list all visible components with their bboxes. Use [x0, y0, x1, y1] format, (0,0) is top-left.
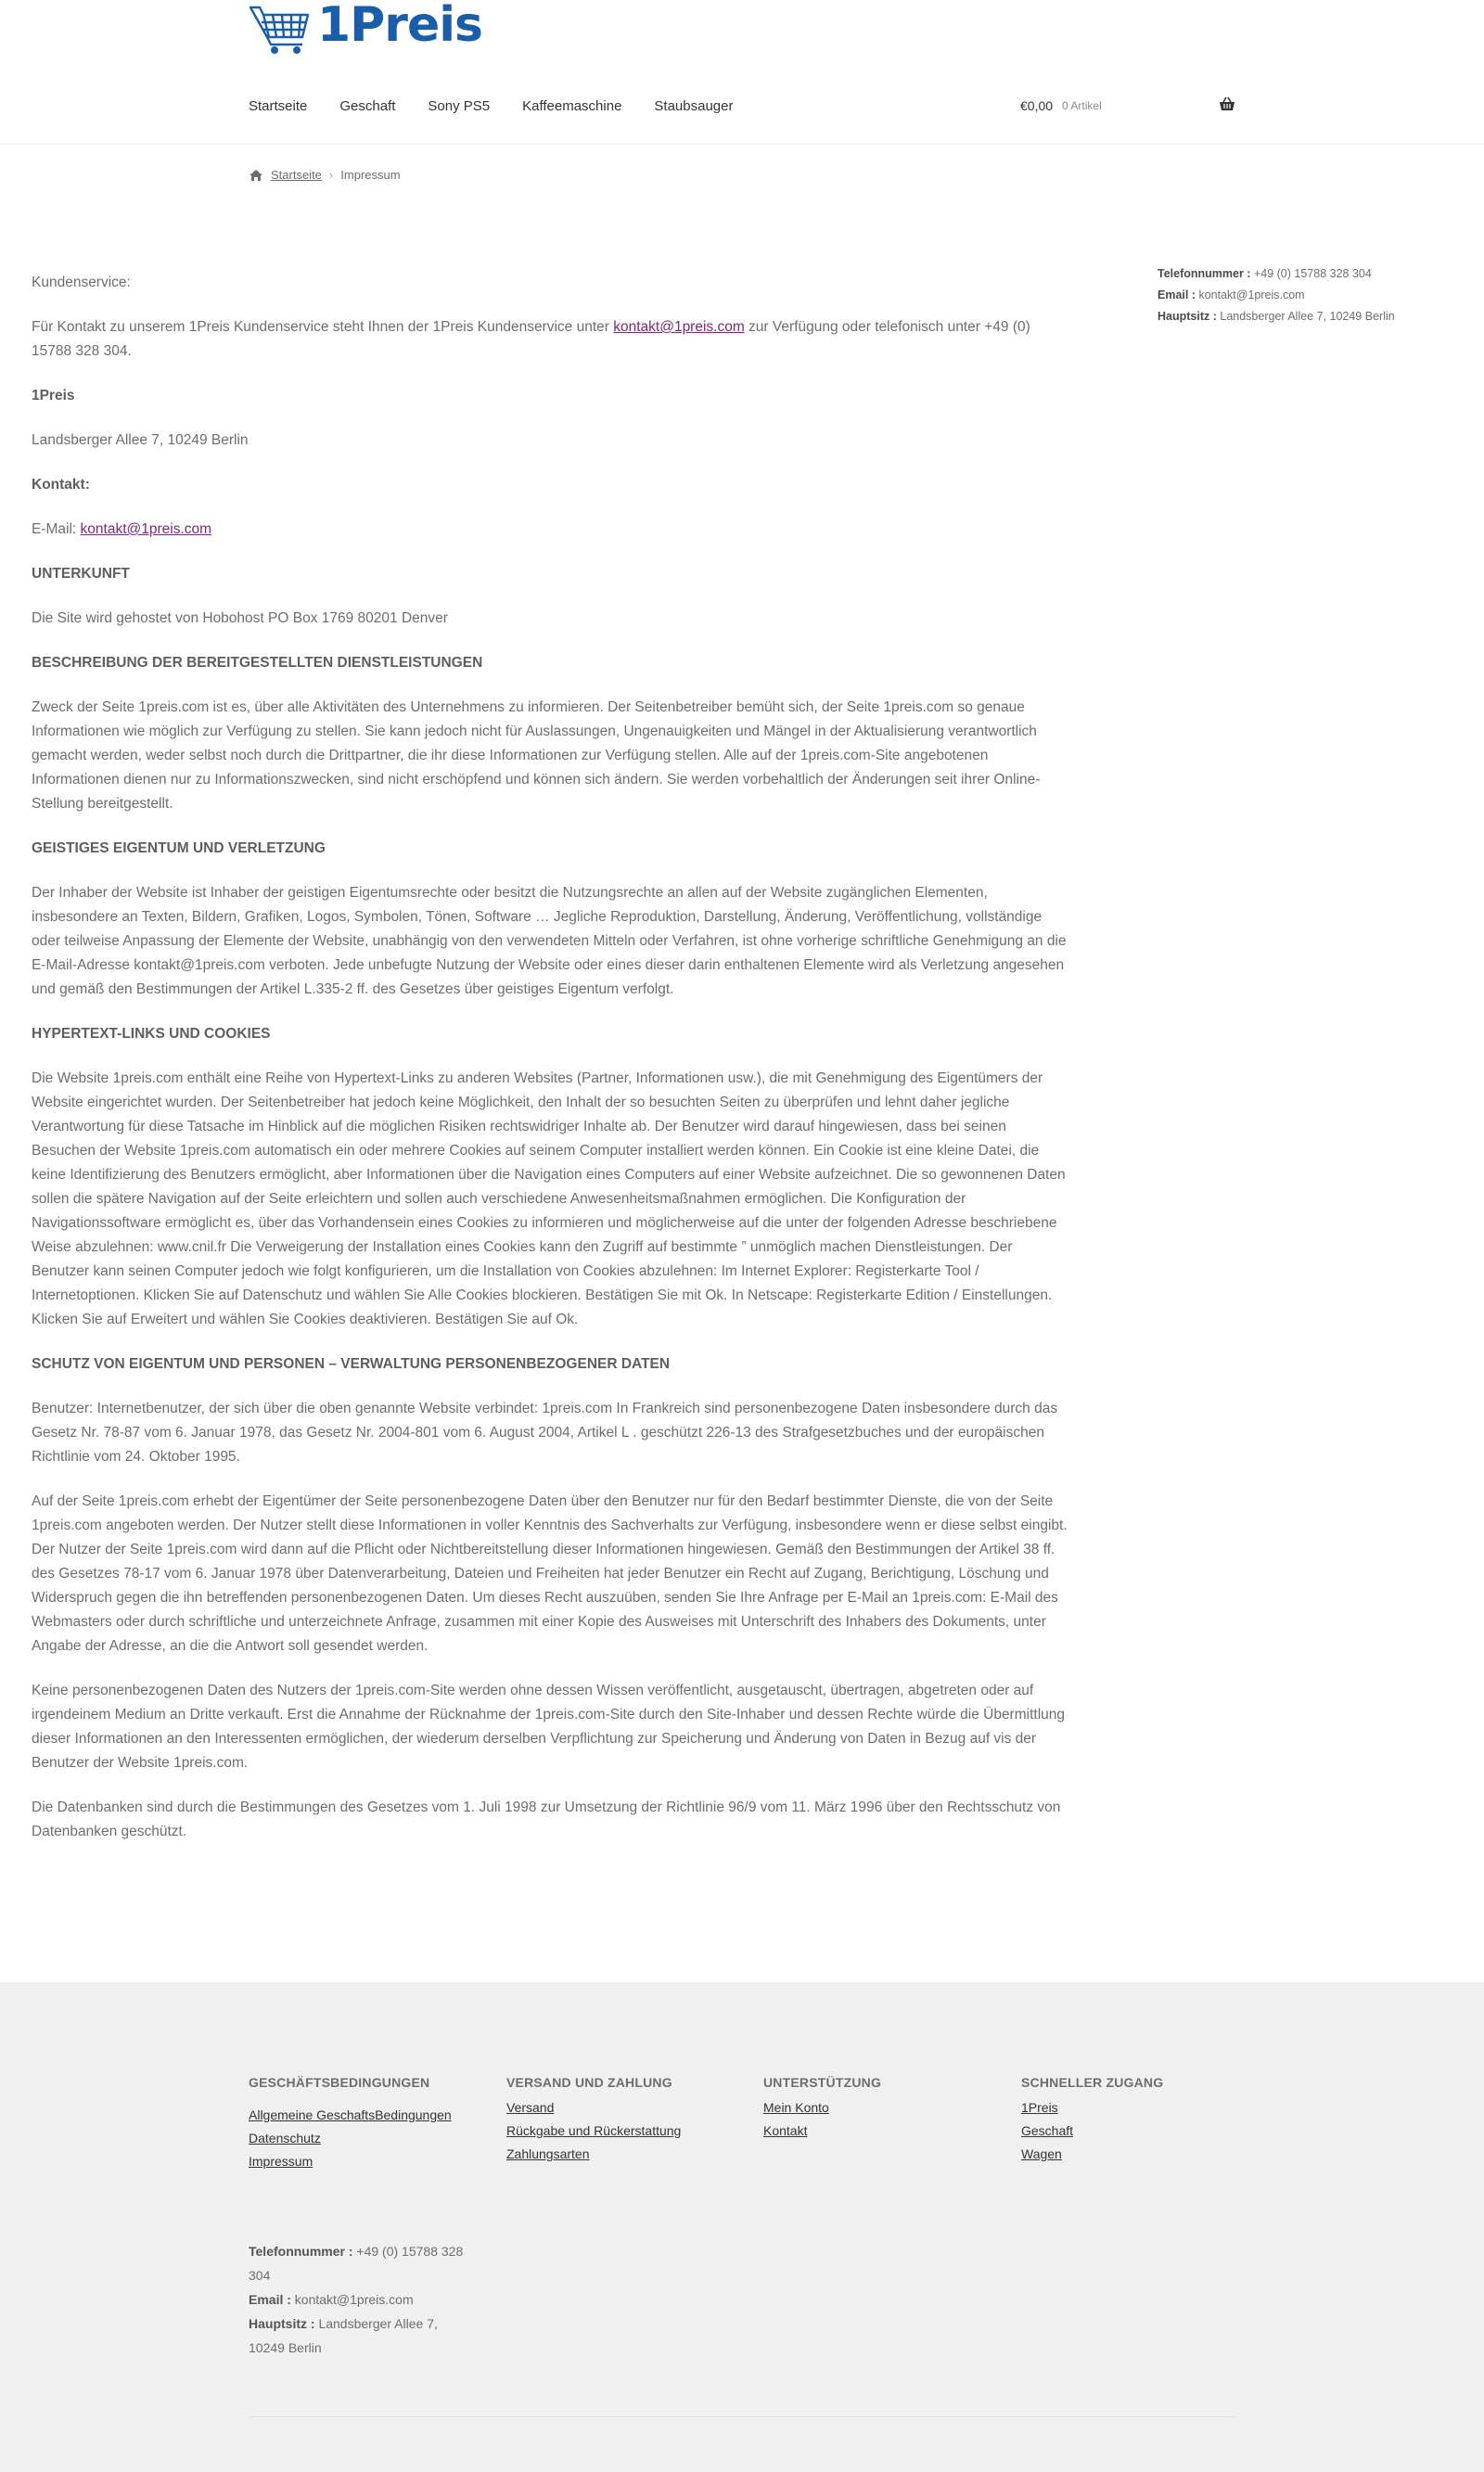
- sidebar-phone: [1158, 263, 1436, 285]
- footer-email: [249, 2287, 471, 2312]
- heading-links-cookies: HYPERTEXT-LINKS UND COOKIES: [32, 1026, 271, 1042]
- footer-phone: [249, 2239, 471, 2287]
- main-navigation: [249, 98, 766, 114]
- company-name: 1Preis: [32, 388, 75, 403]
- breadcrumb-current: Impressum: [340, 168, 401, 182]
- heading-datenschutz: SCHUTZ VON EIGENTUM UND PERSONEN – VERWALTUNG PERSONENBEZOGENER DATEN: [32, 1356, 671, 1372]
- nav-item-geschaft[interactable]: Geschaft: [339, 98, 396, 114]
- intro-text-start: Für Kontakt zu unserem 1Preis Kundenservice steht Ihnen der 1Preis Kundenservice unter: [32, 319, 614, 335]
- intro-text-end: zur Verfügung oder telefonisch unter +49 (0) 15788 328 304.: [32, 319, 1030, 359]
- paragraph-links-cookies: Die Website 1preis.com enthält eine Reihe von Hypertext-Links zu anderen Websites (Partner, Informationen usw.), die mit Genehmigung des Eigentümers der Website eingerichtet wurden. Der Seitenbetreiber hat jedoch keine Möglichkeit, den Inhalt der so besuchten Seiten zu überprüfen und lehnt daher jegliche Verantwortung für diese Tatsache im Hinblick auf die möglichen Risiken rechtswidriger Inhalte ab. Der Benutzer wird darauf hingewiesen, dass bei seinen Besuchen der Website 1preis.com automatisch ein oder mehrere Cookies auf seinem Computer installiert werden können. Ein Cookie ist eine kleine Datei, die keine Identifizierung des Benutzers ermöglicht, aber Informationen über die Navigation eines Computers auf einer Website aufzeichnet. Die so gewonnenen Daten sollen die spätere Navigation auf der Seite erleichtern und sollen auch verschiedene Anwesenheitsmaßnahmen ermöglichen. Die Konfiguration der Navigationssoftware ermöglicht es, über das Vorhandensein eines Cookies zu informieren und möglicherweise auf die unter der folgenden Adresse beschriebene Weise abzulehnen: www.cnil.fr Die Verweigerung der Installation eines Cookies kann den Zugriff auf bestimmte ” unmöglich machen Dienstleistungen. Der Benutzer kann seinen Computer jedoch wie folgt konfigurieren, um die Installation von Cookies abzulehnen: Im Internet Explorer: Registerkarte Tool / Internetoptionen. Klicken Sie auf Datenschutz und wählen Sie Alle Cookies blockieren. Bestätigen Sie mit Ok. In Netscape: Registerkarte Edition / Einstellungen. Klicken Sie auf Erweitert und wählen Sie Cookies deaktivieren. Bestätigen Sie auf Ok.: [32, 1070, 1066, 1327]
- cart-total: €0,00: [1020, 98, 1054, 113]
- footer-col-geschaftsbedingungen: [249, 2071, 490, 2173]
- shopping-cart-logo-icon: [249, 2, 313, 56]
- paragraph-datenschutz-2: Auf der Seite 1preis.com erhebt der Eigentümer der Seite personenbezogene Daten über den Benutzer nur für den Bedarf bestimmter Dienste, die von der Seite 1preis.com angeboten werden. Der Nutzer stellt diese Informationen in voller Kenntnis des Sachverhalts zur Verfügung, insbesondere wenn er diese selbst eingibt. Der Nutzer der Seite 1preis.com wird dann auf die Pflicht oder Nichtbereitstellung dieser Informationen hingewiesen. Gemäß den Bestimmungen der Artikel 38 ff. des Gesetzes 78-17 vom 6. Januar 1978 über Datenverarbeitung, Dateien und Freiheiten hat jeder Benutzer ein Recht auf Zugang, Berichtigung, Löschung und Widerspruch gegen die ihn betreffenden personenbezogenen Daten. Um dieses Recht auszuüben, senden Sie Ihre Anfrage per E-Mail an 1preis.com: E-Mail des Webmasters oder durch schriftliche und unterzeichnete Anfrage, zusammen mit einer Kopie des Ausweises mit Unterschrift des Inhabers des Dokuments, unter Angabe der Adresse, an die die Antwort soll gesendet werden.: [32, 1493, 1068, 1654]
- paragraph-beschreibung: Zweck der Seite 1preis.com ist es, über alle Aktivitäten des Unternehmens zu informieren. Der Seitenbetreiber bemüht sich, der Seite 1preis.com so genaue Informationen wie möglich zur Verfügung zu stellen. Sie kann jedoch nicht für Auslassungen, Ungenauigkeiten und Mängel in der Aktualisierung verantwortlich gemacht werden, weder selbst noch durch die Drittpartner, die ihr diese Informationen zur Verfügung stellen. Alle auf der 1preis.com-Site angebotenen Informationen dienen nur zu Informationszwecken, sind nicht erschöpfend und können sich ändern. Sie werden vorbehaltlich der Änderungen seit ihrer Online-Stellung bereitgestellt.: [32, 699, 1041, 812]
- footer-link-1preis[interactable]: 1Preis: [1021, 2100, 1058, 2115]
- heading-eigentum: GEISTIGES EIGENTUM UND VERLETZUNG: [32, 840, 326, 856]
- footer-col-title: VERSAND UND ZAHLUNG: [506, 2075, 672, 2090]
- company-address: Landsberger Allee 7, 10249 Berlin: [32, 432, 249, 448]
- sidebar-phone-label: Telefonnummer :: [1158, 267, 1251, 280]
- footer-contact-info: [249, 2239, 471, 2360]
- paragraph-datenbanken: Die Datenbanken sind durch die Bestimmungen des Gesetzes vom 1. Juli 1998 zur Umsetzung der Richtlinie 96/9 vom 11. März 1996 über den Rechtsschutz von Datenbanken geschützt.: [32, 1800, 1061, 1839]
- intro-paragraph: [32, 315, 1070, 364]
- heading-unterkunft: UNTERKUNFT: [32, 566, 130, 582]
- footer-link-datenschutz[interactable]: Datenschutz: [249, 2131, 321, 2145]
- impressum-content: [32, 271, 1070, 1864]
- footer-link-versand[interactable]: Versand: [506, 2100, 555, 2115]
- footer-link-agb[interactable]: Allgemeine GeschaftsBedingungen: [249, 2107, 452, 2122]
- heading-beschreibung: BESCHREIBUNG DER BEREITGESTELLTEN DIENSTLEISTUNGEN: [32, 655, 483, 671]
- sidebar-hq-label: Hauptsitz :: [1158, 310, 1217, 323]
- intro-email-link[interactable]: kontakt@1preis.com: [613, 319, 745, 335]
- sidebar-hq: [1158, 306, 1436, 327]
- footer-phone-label: Telefonnummer :: [249, 2244, 353, 2259]
- breadcrumb-home-link[interactable]: Startseite: [271, 168, 322, 182]
- footer-link-impressum[interactable]: Impressum: [249, 2154, 313, 2169]
- footer-col-title: UNTERSTÜTZUNG: [763, 2075, 882, 2090]
- sidebar-email-label: Email :: [1158, 288, 1196, 301]
- paragraph-datenschutz-3: Keine personenbezogenen Daten des Nutzers der 1preis.com-Site werden ohne dessen Wissen veröffentlicht, ausgetauscht, übertragen, abgetreten oder auf irgendeinem Medium an Dritte verkauft. Erst die Annahme der Rücknahme der 1preis.com-Site durch den Site-Inhaber und dessen Rechte würde die Übermittlung dieser Informationen an den Interessenten ermöglichen, der wiederum derselben Verpflichtung zur Speicherung und Änderung von Daten in Bezug auf vis der Benutzer der Website 1preis.com.: [32, 1683, 1065, 1771]
- contact-email-link[interactable]: kontakt@1preis.com: [80, 521, 212, 537]
- footer-email-label: Email :: [249, 2292, 291, 2307]
- footer-col-versand: [506, 2071, 748, 2166]
- sidebar-phone-value: +49 (0) 15788 328 304: [1250, 267, 1372, 280]
- footer-link-wagen[interactable]: Wagen: [1021, 2146, 1062, 2161]
- home-icon: [249, 169, 263, 182]
- nav-item-startseite[interactable]: Startseite: [249, 98, 308, 114]
- site-logo[interactable]: [249, 0, 482, 58]
- breadcrumb-separator: ›: [328, 168, 334, 182]
- footer-col-schneller-zugang: [1021, 2071, 1262, 2166]
- footer-phone-value: +49 (0) 15788 328 304: [249, 2244, 464, 2283]
- footer-hq: [249, 2312, 471, 2360]
- footer-link-geschaft[interactable]: Geschaft: [1021, 2123, 1074, 2138]
- sidebar-email: [1158, 285, 1436, 306]
- footer-col-title: SCHNELLER ZUGANG: [1021, 2075, 1164, 2090]
- nav-item-kaffeemaschine[interactable]: Kaffeemaschine: [522, 98, 622, 114]
- paragraph-eigentum: Der Inhaber der Website ist Inhaber der geistigen Eigentumsrechte oder besitzt die Nutzungsrechte an allen auf der Website zugänglichen Elementen, insbesondere an Texten, Bildern, Grafiken, Logos, Symbolen, Tönen, Software … Jegliche Reproduktion, Darstellung, Änderung, Veröffentlichung, vollständige oder teilweise Anpassung der Elemente der Website, unabhängig von den verwendeten Mitteln oder Verfahren, ist ohne vorherige schriftliche Genehmigung an die E-Mail-Adresse kontakt@1preis.com verboten. Jede unbefugte Nutzung der Website oder eines dieser darin enthaltenen Elemente wird als Verletzung angesehen und gemäß den Bestimmungen der Artikel L.335-2 ff. des Gesetzes über geistiges Eigentum verfolgt.: [32, 885, 1067, 997]
- footer-col-title: GESCHÄFTSBEDINGUNGEN: [249, 2075, 430, 2090]
- sidebar-contact-info: [1158, 263, 1436, 327]
- footer-col-unterstuetzung: [763, 2071, 1004, 2143]
- sidebar-hq-value: Landsberger Allee 7, 10249 Berlin: [1216, 310, 1395, 323]
- footer-link-rueckgabe[interactable]: Rückgabe und Rückerstattung: [506, 2123, 682, 2138]
- email-line: [32, 518, 1070, 542]
- cart-count: 0 Artikel: [1062, 99, 1102, 112]
- paragraph-datenschutz-1: Benutzer: Internetbenutzer, der sich über die oben genannte Website verbindet: 1preis.com In Frankreich sind personenbezogene Daten insbesondere durch das Gesetz Nr. 78-87 vom 6. Januar 1978, das Gesetz Nr. 2004-801 vom 6. August 2004, Artikel L . geschützt 226-13 des Strafgesetzbuches und der europäischen Richtlinie vom 24. Oktober 1995.: [32, 1401, 1058, 1465]
- email-label: E-Mail:: [32, 521, 81, 537]
- footer-divider: [249, 2416, 1235, 2417]
- footer-hq-value: Landsberger Allee 7, 10249 Berlin: [249, 2316, 438, 2355]
- breadcrumb: [249, 168, 401, 182]
- paragraph-unterkunft: Die Site wird gehostet von Hobohost PO Box 1769 80201 Denver: [32, 610, 448, 626]
- kundenservice-label: Kundenservice:: [32, 275, 131, 290]
- logo-text: 1Preis: [317, 0, 482, 53]
- nav-item-staubsauger[interactable]: Staubsauger: [654, 98, 734, 114]
- header-cart[interactable]: [1020, 98, 1235, 113]
- footer-link-kontakt[interactable]: Kontakt: [763, 2123, 808, 2138]
- footer-hq-label: Hauptsitz :: [249, 2316, 315, 2331]
- nav-item-sony-ps5[interactable]: Sony PS5: [428, 98, 491, 114]
- basket-icon[interactable]: [1219, 96, 1235, 111]
- sidebar-email-value: kontakt@1preis.com: [1196, 288, 1305, 301]
- footer-link-zahlungsarten[interactable]: Zahlungsarten: [506, 2146, 590, 2161]
- site-footer: [0, 1982, 1484, 2472]
- kontakt-label: Kontakt:: [32, 477, 90, 493]
- footer-email-value: kontakt@1preis.com: [290, 2292, 414, 2307]
- footer-link-mein-konto[interactable]: Mein Konto: [763, 2100, 829, 2115]
- site-header: [0, 0, 1484, 145]
